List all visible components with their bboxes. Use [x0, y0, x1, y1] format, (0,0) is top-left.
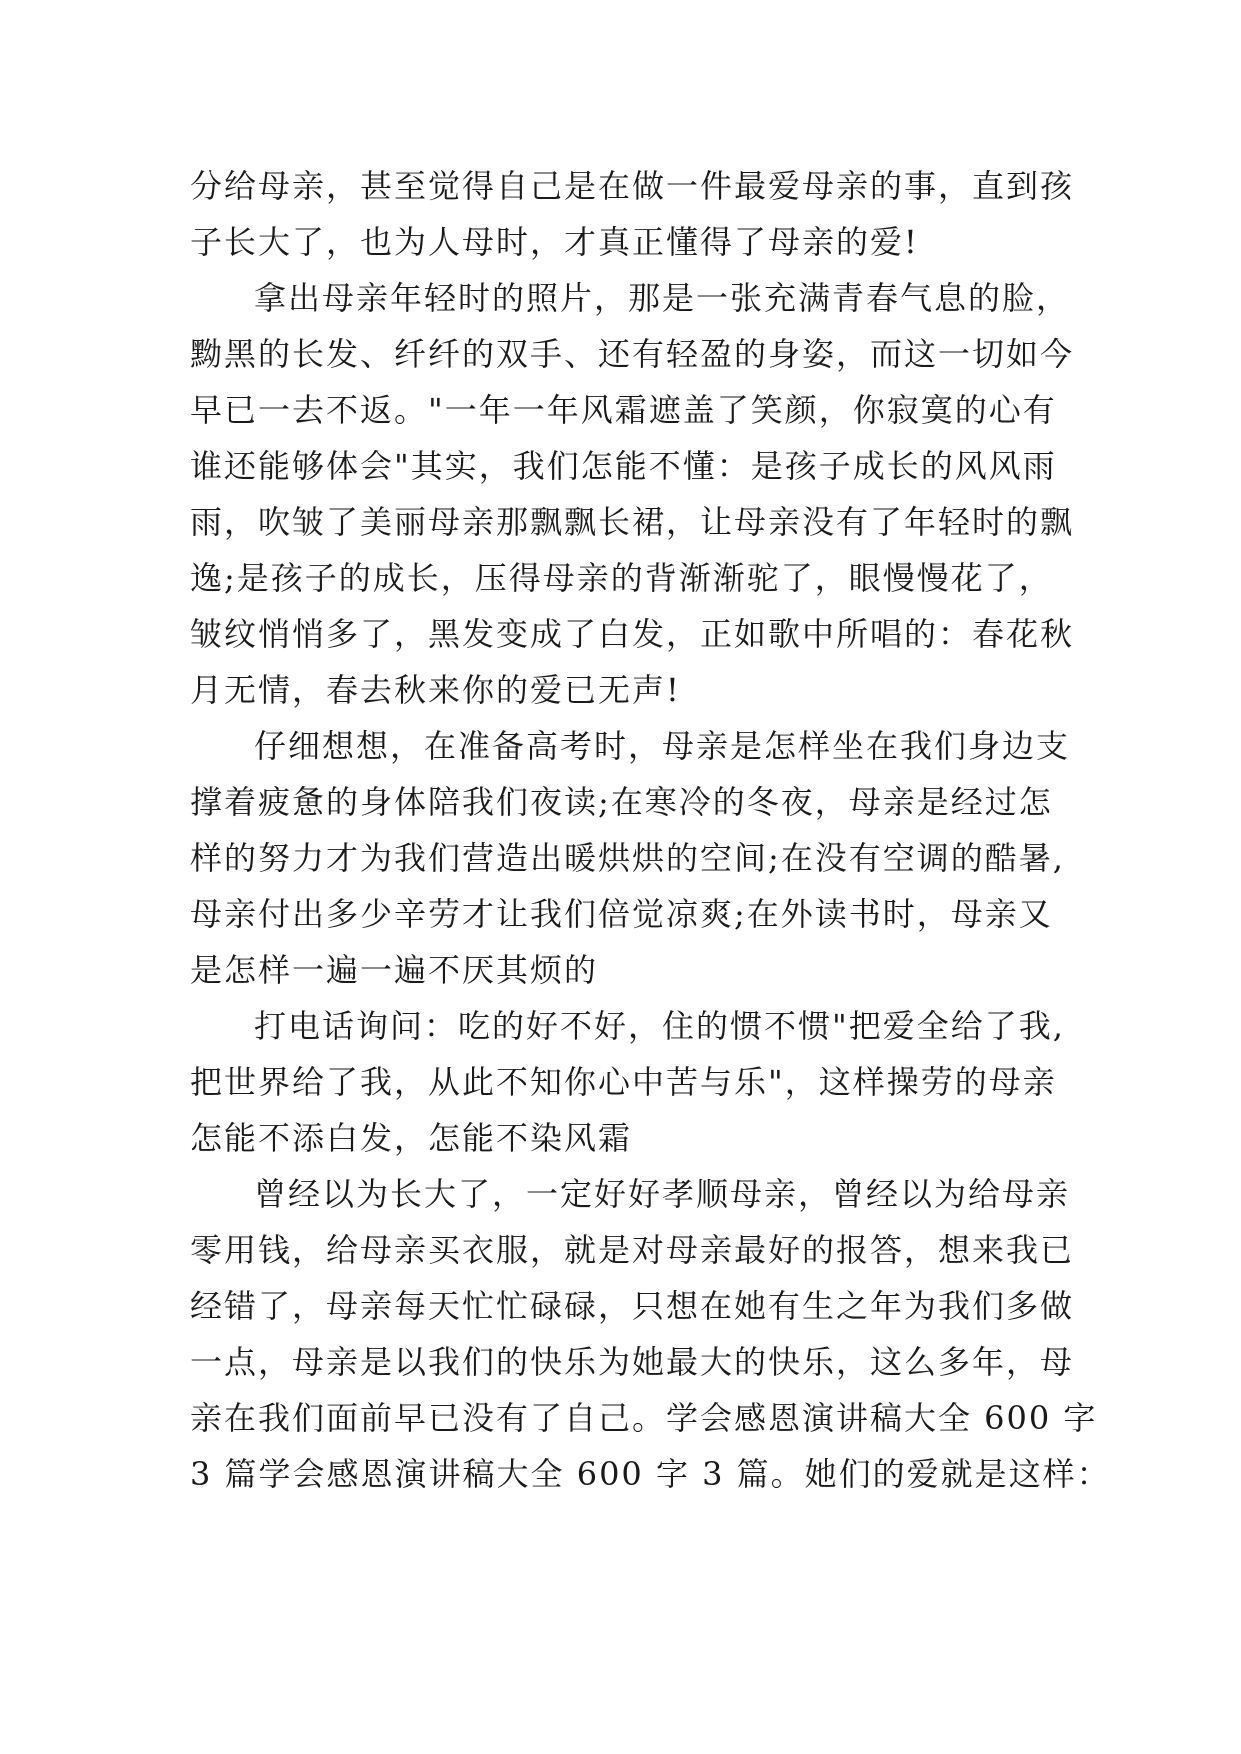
- text-line: 是怎样一遍一遍不厌其烦的: [190, 951, 599, 989]
- paragraph-start-line: 打电话询问：吃的好不好，住的惯不惯"把爱全给了我,: [254, 1007, 1065, 1045]
- paragraph-start-line: 拿出母亲年轻时的照片，那是一张充满青春气息的脸，: [254, 279, 1071, 317]
- text-line: 黝黑的长发、纤纤的双手、还有轻盈的身姿，而这一切如今: [190, 335, 1075, 373]
- paragraph-start-line: 仔细想想，在准备高考时，母亲是怎样坐在我们身边支: [254, 727, 1071, 765]
- text-line: 3 篇学会感恩演讲稿大全 600 字 3 篇。她们的爱就是这样：: [190, 1455, 1111, 1493]
- text-line: 零用钱，给母亲买衣服，就是对母亲最好的报答，想来我已: [190, 1231, 1075, 1269]
- text-line: 子长大了，也为人母时，才真正懂得了母亲的爱!: [190, 223, 919, 261]
- text-line: 经错了，母亲每天忙忙碌碌，只想在她有生之年为我们多做: [190, 1287, 1075, 1325]
- text-line: 母亲付出多少辛劳才让我们倍觉凉爽;在外读书时，母亲又: [190, 895, 1053, 933]
- text-line: 逸;是孩子的成长，压得母亲的背渐渐驼了，眼慢慢花了，: [190, 559, 1053, 597]
- text-line: 雨，吹皱了美丽母亲那飘飘长裙，让母亲没有了年轻时的飘: [190, 503, 1075, 541]
- text-line: 怎能不添白发，怎能不染风霜: [190, 1119, 633, 1157]
- paragraph-start-line: 曾经以为长大了，一定好好孝顺母亲，曾经以为给母亲: [254, 1175, 1071, 1213]
- text-line: 亲在我们面前早已没有了自己。学会感恩演讲稿大全 600 字: [190, 1399, 1098, 1437]
- text-line: 月无情，春去秋来你的爱已无声!: [190, 671, 681, 709]
- text-line: 一点，母亲是以我们的快乐为她最大的快乐，这么多年，母: [190, 1343, 1075, 1381]
- text-line: 样的努力才为我们营造出暖烘烘的空间;在没有空调的酷暑,: [190, 839, 1065, 877]
- text-line: 谁还能够体会"其实，我们怎能不懂：是孩子成长的风风雨: [190, 447, 1057, 485]
- body-text: [190, 158, 1111, 1502]
- text-line: 把世界给了我，从此不知你心中苦与乐"，这样操劳的母亲: [190, 1063, 1057, 1101]
- text-line: 分给母亲，甚至觉得自己是在做一件最爱母亲的事，直到孩: [190, 167, 1075, 205]
- text-line: 撑着疲惫的身体陪我们夜读;在寒冷的冬夜，母亲是经过怎: [190, 783, 1053, 821]
- text-line: 早已一去不返。"一年一年风霜遮盖了笑颜，你寂寞的心有: [190, 391, 1057, 429]
- text-line: 皱纹悄悄多了，黑发变成了白发，正如歌中所唱的：春花秋: [190, 615, 1075, 653]
